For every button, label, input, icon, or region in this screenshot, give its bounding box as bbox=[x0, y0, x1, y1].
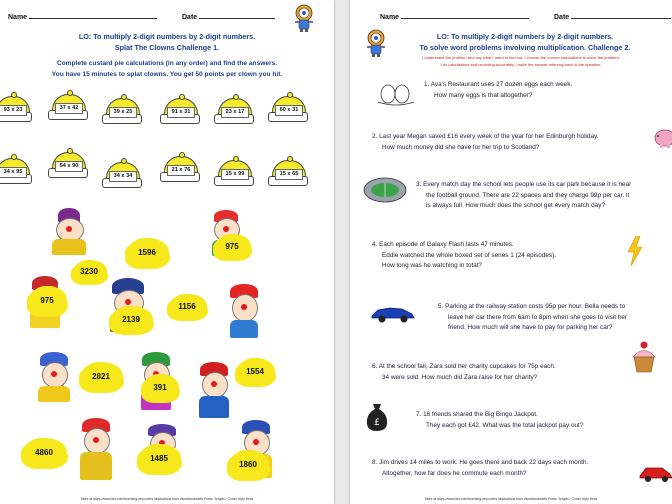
pie-calculation: 54 x 90 bbox=[55, 161, 83, 172]
custard-pie bbox=[214, 98, 254, 130]
name-field bbox=[380, 12, 529, 21]
robot-mascot-icon bbox=[290, 3, 318, 33]
pie-calculation: 93 x 23 bbox=[0, 105, 27, 116]
clown-icon bbox=[196, 362, 232, 420]
date-field bbox=[554, 12, 671, 21]
pie-calculation: 23 x 17 bbox=[221, 107, 249, 118]
question-8: 8. Jim drives 14 miles to work. He goes there and back 22 days each month. Altogether, how far does he commute each month? bbox=[372, 459, 589, 477]
custard-pie bbox=[268, 96, 308, 128]
splat-answer: 975 bbox=[216, 236, 248, 258]
eggs-icon bbox=[376, 78, 416, 106]
custard-pie bbox=[160, 98, 200, 130]
pie-calculation: 39 x 25 bbox=[109, 107, 137, 118]
car-icon bbox=[370, 302, 416, 324]
question-2: 2. Last year Megan saved £16 every week of the year for her Edinburgh holiday. How much money did she have for her trip to Scotland? bbox=[372, 133, 599, 151]
footer-credits: More at https://www.tes.com/teaching-resources Illustrations from clipartandcrafts Fonts: Sniglet / Comic style fonts bbox=[80, 497, 254, 501]
splat-answer: 4860 bbox=[24, 440, 64, 466]
custard-pie bbox=[214, 160, 254, 192]
custard-pie bbox=[102, 162, 142, 194]
custard-pie bbox=[48, 94, 88, 126]
question-7: 7. 16 friends shared the Big Bingo Jackpot. They each got £42. What was the total jackpot pay out? bbox=[416, 411, 584, 429]
clown-icon bbox=[44, 208, 96, 258]
worksheet-challenge-2 bbox=[350, 0, 672, 504]
splat-answer: 2821 bbox=[82, 364, 120, 390]
pie-calculation: 34 x 34 bbox=[109, 171, 137, 182]
custard-pie bbox=[102, 98, 142, 130]
question-6: 6. At the school fair, Zara sold her charity cupcakes for 75p each. 34 were sold. How much did Zara raise for her charity? bbox=[372, 363, 556, 381]
lightning-bolt-icon bbox=[626, 236, 644, 266]
date-label: Date bbox=[554, 14, 570, 21]
question-3: 3. Every match day the school lets people use its car park because it is near the football ground. There are 22 spaces and they charge 99p per car. It is always full. How much does the school get every match day? bbox=[416, 181, 632, 209]
splat-answer: 1554 bbox=[238, 360, 272, 384]
custard-pie bbox=[0, 158, 32, 190]
cupcake-icon bbox=[630, 340, 658, 374]
question-5: 5. Parking at the railway station costs 95p per hour. Bella needs to leave her car there from 6am to 8pm when she goes to visit her friend. How much will she have to pay for parking her car? bbox=[438, 303, 628, 331]
clown-icon bbox=[32, 352, 76, 402]
instructions-line-1: Complete custard pie calculations (in any order) and find the answers. bbox=[56, 60, 278, 67]
money-bag-icon bbox=[364, 400, 390, 432]
name-label: Name bbox=[380, 14, 400, 21]
splat-answer: 1596 bbox=[128, 240, 166, 266]
footer-credits: More at https://www.tes.com/teaching-resources Illustrations from clipartandcrafts Fonts: Sniglet / Comic style fonts bbox=[424, 497, 598, 501]
splat-answer: 391 bbox=[144, 376, 176, 400]
splat-answer: 2139 bbox=[112, 308, 150, 332]
pie-calculation: 37 x 42 bbox=[55, 103, 83, 114]
clown-icon bbox=[224, 284, 264, 340]
clown-icon bbox=[76, 418, 116, 482]
challenge-title: Splat The Clowns Challenge 1. bbox=[114, 43, 220, 52]
name-field bbox=[8, 12, 157, 21]
custard-pie bbox=[48, 152, 88, 184]
pie-calculation: 21 x 76 bbox=[167, 165, 195, 176]
red-car-icon bbox=[638, 462, 672, 484]
pie-calculation: 60 x 31 bbox=[275, 105, 303, 116]
challenge-title: To solve word problems involving multiplication. Challenge 2. bbox=[419, 43, 631, 52]
splat-answer: 3230 bbox=[74, 262, 104, 282]
custard-pie bbox=[0, 96, 32, 128]
worksheet-challenge-1 bbox=[0, 0, 334, 504]
date-field bbox=[182, 12, 275, 21]
success-criteria-line-1: I understand the problem and say what I need to find out. I choose the correct calculations to solve the problem. bbox=[422, 55, 620, 60]
lesson-objective: LO: To multiply 2-digit numbers by 2-digit numbers. bbox=[78, 32, 256, 41]
splat-answer: 1156 bbox=[170, 296, 204, 318]
pie-calculation: 91 x 31 bbox=[167, 107, 195, 118]
name-label: Name bbox=[8, 14, 28, 21]
stadium-icon bbox=[362, 174, 408, 204]
success-criteria-line-2: I do calculations and recording accurately. I write the answer referring back to the question. bbox=[440, 62, 602, 67]
question-4: 4. Each episode of Galaxy Flash lasts 47 minutes. Eddie watched the whole boxed set of series 1 (24 episodes). How long was he watching in total? bbox=[372, 241, 557, 269]
splat-answer: 1860 bbox=[230, 452, 266, 478]
pie-calculation: 34 x 95 bbox=[0, 167, 27, 178]
pie-calculation: 15 x 99 bbox=[221, 169, 249, 180]
piggy-bank-icon bbox=[652, 124, 672, 150]
lesson-objective: LO: To multiply 2-digit numbers by 2-digit numbers. bbox=[436, 32, 614, 41]
instructions-line-2: You have 15 minutes to splat clowns. You get 50 points per clown you hit. bbox=[51, 71, 283, 78]
splat-answer: 975 bbox=[30, 288, 64, 314]
splat-answer: 1485 bbox=[140, 446, 178, 472]
date-label: Date bbox=[182, 14, 198, 21]
pie-calculation: 15 x 65 bbox=[275, 169, 303, 180]
custard-pie bbox=[268, 160, 308, 192]
svg-text:£: £ bbox=[374, 418, 380, 428]
question-1: 1. Ava's Restaurant uses 27 dozen eggs each week. How many eggs is that altogether? bbox=[424, 81, 573, 99]
custard-pie bbox=[160, 156, 200, 188]
